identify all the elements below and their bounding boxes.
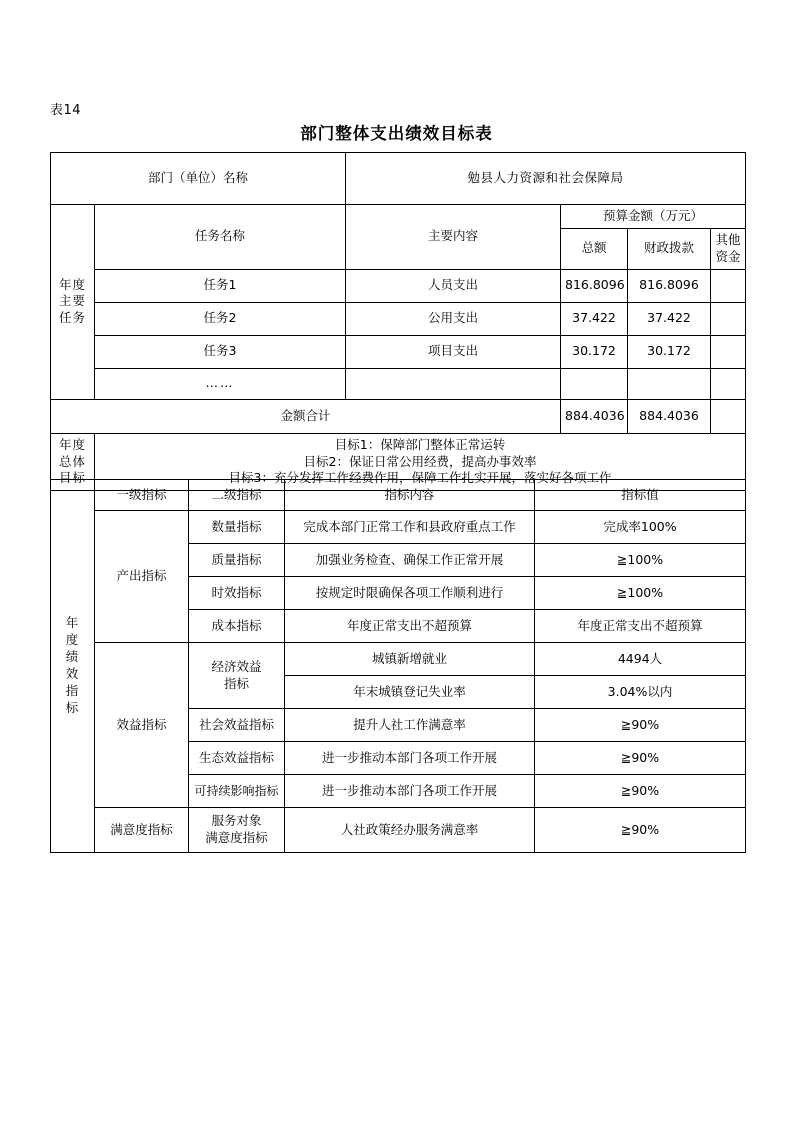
- col-header-level2: 二级指标: [189, 480, 285, 511]
- col-header-indicator-content: 指标内容: [285, 480, 535, 511]
- task-content: 项目支出: [346, 335, 561, 368]
- indicator-value: ≧90%: [535, 742, 746, 775]
- task-total: 37.422: [561, 302, 628, 335]
- task-other: [711, 302, 746, 335]
- task-total: 30.172: [561, 335, 628, 368]
- indicator-content: 城镇新增就业: [285, 643, 535, 676]
- indicator-content: 年末城镇登记失业率: [285, 676, 535, 709]
- indicator-content: 完成本部门正常工作和县政府重点工作: [285, 511, 535, 544]
- indicator-level2: 生态效益指标: [189, 742, 285, 775]
- indicator-level2: 可持续影响指标: [189, 775, 285, 808]
- row-label-annual-tasks-2: 年度 主要 任务: [51, 205, 95, 400]
- total-other: [711, 399, 746, 433]
- indicator-level1: 满意度指标: [95, 808, 189, 853]
- indicator-value: 4494人: [535, 643, 746, 676]
- task-fiscal: [628, 368, 711, 399]
- task-content: [346, 368, 561, 399]
- department-header-table: [50, 152, 746, 205]
- table-row: [51, 643, 746, 676]
- indicator-level2: 数量指标: [189, 511, 285, 544]
- indicator-level2: 社会效益指标: [189, 709, 285, 742]
- table-row: [51, 511, 746, 544]
- overall-goal-item: 目标3：充分发挥工作经费作用，保障工作扎实开展，落实好各项工作: [228, 470, 612, 486]
- task-fiscal: 816.8096: [628, 269, 711, 302]
- indicator-level2: 时效指标: [189, 577, 285, 610]
- indicator-value: ≧90%: [535, 709, 746, 742]
- total-label: 金额合计: [51, 399, 561, 433]
- table-row-department-2: [51, 153, 746, 205]
- performance-target-table-body: [50, 204, 746, 491]
- indicator-value: 3.04%以内: [535, 676, 746, 709]
- col-header-main-content-2: 主要内容: [346, 205, 561, 270]
- performance-indicators-table: [50, 479, 746, 853]
- table-row: [51, 368, 746, 399]
- col-header-budget-amount-2: 预算金额（万元）: [561, 205, 746, 229]
- col-header-fiscal-2: 财政拨款: [628, 228, 711, 269]
- task-name: 任务3: [95, 335, 346, 368]
- indicator-content: 提升人社工作满意率: [285, 709, 535, 742]
- table-row-total: [51, 399, 746, 433]
- total-amount: 884.4036: [561, 399, 628, 433]
- indicator-level2: 成本指标: [189, 610, 285, 643]
- task-other: [711, 269, 746, 302]
- indicator-level2: 服务对象 满意度指标: [189, 808, 285, 853]
- table-row-indicator-header: [51, 480, 746, 511]
- table-row-budget-header: [51, 205, 746, 229]
- indicator-content: 人社政策经办服务满意率: [285, 808, 535, 853]
- indicator-value: 年度正常支出不超预算: [535, 610, 746, 643]
- col-header-total-2: 总额: [561, 228, 628, 269]
- col-header-task-name-2: 任务名称: [95, 205, 346, 270]
- indicator-value: 完成率100%: [535, 511, 746, 544]
- dept-value-2: 勉县人力资源和社会保障局: [346, 153, 746, 205]
- task-content: 公用支出: [346, 302, 561, 335]
- task-fiscal: 37.422: [628, 302, 711, 335]
- table-row: [51, 302, 746, 335]
- indicator-value: ≧100%: [535, 544, 746, 577]
- task-fiscal: 30.172: [628, 335, 711, 368]
- col-header-level1: 一级指标: [95, 480, 189, 511]
- overall-goal-item: 目标1：保障部门整体正常运转: [334, 436, 506, 452]
- indicator-level1: 产出指标: [95, 511, 189, 643]
- table-row: [51, 335, 746, 368]
- table-row: [51, 269, 746, 302]
- indicator-content: 加强业务检查、确保工作正常开展: [285, 544, 535, 577]
- dept-label-2: 部门（单位）名称: [51, 153, 346, 205]
- indicator-value: ≧100%: [535, 577, 746, 610]
- indicator-value: ≧90%: [535, 808, 746, 853]
- task-name: 任务2: [95, 302, 346, 335]
- indicator-content: 年度正常支出不超预算: [285, 610, 535, 643]
- page-title: 部门整体支出绩效目标表: [300, 124, 493, 143]
- row-label-overall-goals: 年度 总体 目标: [51, 433, 95, 491]
- indicator-level2: 经济效益 指标: [189, 643, 285, 709]
- table-row: [51, 808, 746, 853]
- total-fiscal: 884.4036: [628, 399, 711, 433]
- col-header-indicator-value: 指标值: [535, 480, 746, 511]
- indicator-value: ≧90%: [535, 775, 746, 808]
- indicator-content: 进一步推动本部门各项工作开展: [285, 775, 535, 808]
- col-header-other-2: 其他资金: [711, 228, 746, 269]
- task-other: [711, 335, 746, 368]
- indicator-level2: 质量指标: [189, 544, 285, 577]
- row-label-performance: 年 度 绩 效 指 标: [51, 480, 95, 853]
- task-name: 任务1: [95, 269, 346, 302]
- task-total: [561, 368, 628, 399]
- task-content: 人员支出: [346, 269, 561, 302]
- task-other: [711, 368, 746, 399]
- indicator-content: 按规定时限确保各项工作顺利进行: [285, 577, 535, 610]
- task-total: 816.8096: [561, 269, 628, 302]
- sheet-number: 表14: [50, 103, 82, 118]
- indicator-content: 进一步推动本部门各项工作开展: [285, 742, 535, 775]
- overall-goal-item: 目标2：保证日常公用经费，提高办事效率: [303, 453, 537, 469]
- indicator-level1: 效益指标: [95, 643, 189, 808]
- task-name: ……: [95, 368, 346, 399]
